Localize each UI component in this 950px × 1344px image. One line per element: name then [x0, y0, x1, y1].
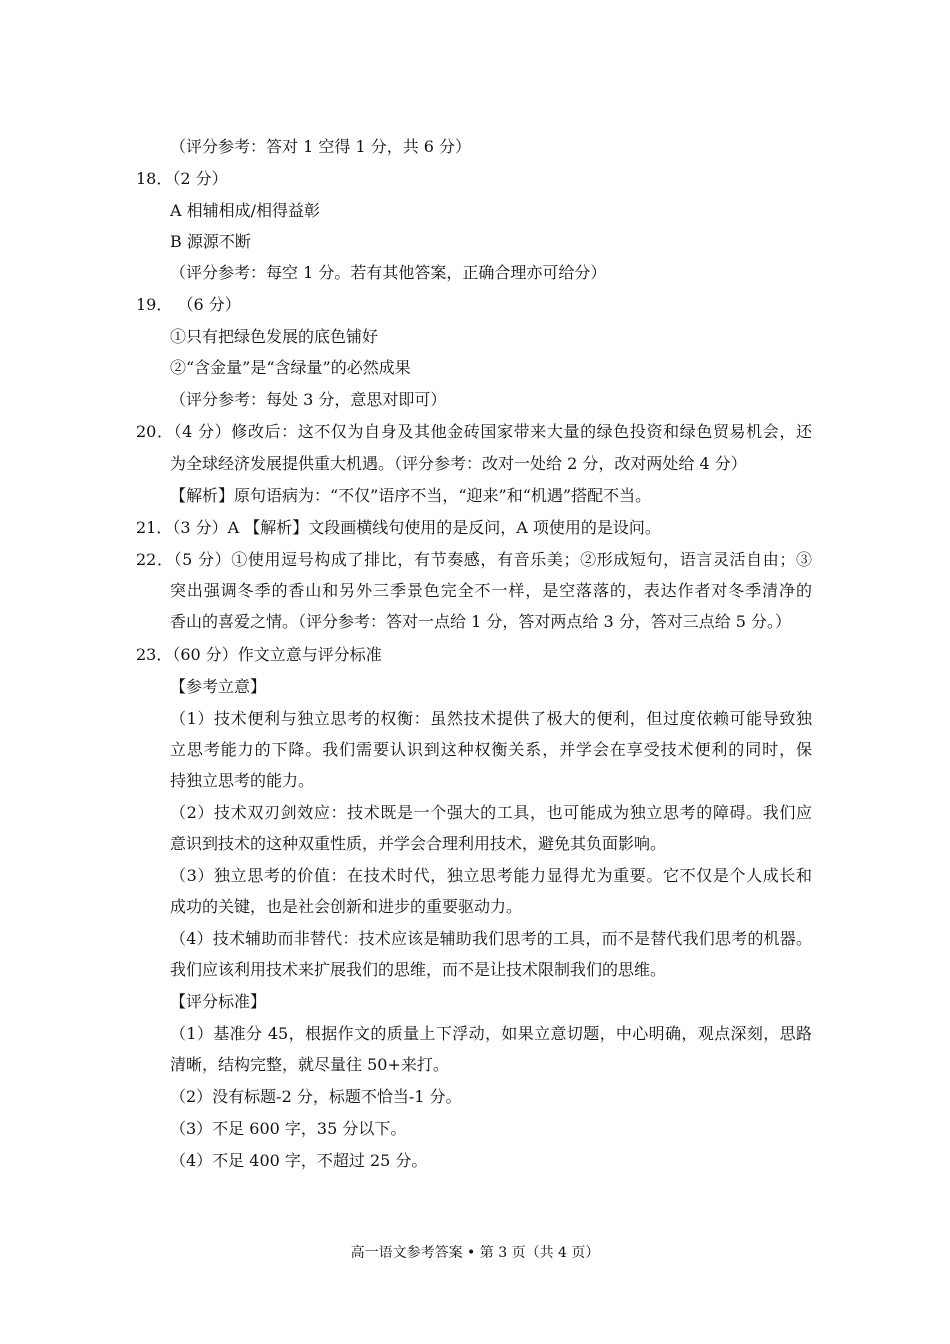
standard-2: （2）没有标题-2 分，标题不恰当-1 分。	[170, 1087, 462, 1106]
answer-18b: B 源源不断	[170, 232, 251, 251]
answer-18a: A 相辅相成/相得益彰	[170, 201, 321, 220]
answer-19-1: ①只有把绿色发展的底色铺好	[170, 327, 379, 346]
standard-3: （3）不足 600 字，35 分以下。	[170, 1119, 407, 1138]
idea-4-line1: （4）技术辅助而非替代：技术应该是辅助我们思考的工具，而不是替代我们思考的机器。	[170, 929, 812, 948]
question-22-line2: 突出强调冬季的香山和另外三季景色完全不一样，是空落落的，表达作者对冬季清净的	[170, 581, 812, 600]
idea-4-line2: 我们应该利用技术来扩展我们的思维，而不是让技术限制我们的思维。	[170, 960, 667, 979]
question-23-heading: 23．（60 分）作文立意与评分标准	[136, 645, 382, 664]
page-footer: 高一语文参考答案 • 第 3 页（共 4 页）	[350, 1245, 600, 1261]
standard-4: （4）不足 400 字，不超过 25 分。	[170, 1151, 428, 1170]
analysis-20: 【解析】原句语病为：“不仅”语序不当，“迎来”和“机遇”搭配不当。	[170, 486, 652, 505]
answer-19-2: ②“含金量”是“含绿量”的必然成果	[170, 358, 411, 377]
scoring-note-19: （评分参考：每处 3 分，意思对即可）	[170, 390, 447, 409]
standard-1-line1: （1）基准分 45，根据作文的质量上下浮动，如果立意切题，中心明确，观点深刻，思路	[170, 1024, 812, 1043]
question-20-line1: 20．（4 分）修改后：这不仅为自身及其他金砖国家带来大量的绿色投资和绿色贸易机会，还	[136, 422, 812, 441]
question-22-line3: 香山的喜爱之情。（评分参考：答对一点给 1 分，答对两点给 3 分，答对三点给 5 分。）	[170, 612, 792, 631]
section-reference-idea: 【参考立意】	[170, 677, 267, 696]
scoring-note-17: （评分参考：答对 1 空得 1 分，共 6 分）	[170, 137, 472, 156]
idea-2-line2: 意识到技术的这种双重性质，并学会合理利用技术，避免其负面影响。	[170, 834, 667, 853]
section-scoring-standard: 【评分标准】	[170, 992, 267, 1011]
idea-3-line2: 成功的关键，也是社会创新和进步的重要驱动力。	[170, 897, 523, 916]
question-22-line1: 22．（5 分）①使用逗号构成了排比，有节奏感，有音乐美；②形成短句，语言灵活自由；③	[136, 550, 812, 569]
idea-2-line1: （2）技术双刃剑效应：技术既是一个强大的工具，也可能成为独立思考的障碍。我们应	[170, 803, 812, 822]
idea-3-line1: （3）独立思考的价值：在技术时代，独立思考能力显得尤为重要。它不仅是个人成长和	[170, 866, 812, 885]
question-20-line2: 为全球经济发展提供重大机遇。（评分参考：改对一处给 2 分，改对两处给 4 分）	[170, 454, 747, 473]
idea-1-line1: （1）技术便利与独立思考的权衡：虽然技术提供了极大的便利，但过度依赖可能导致独	[170, 709, 812, 728]
question-19-heading: 19． （6 分）	[136, 295, 241, 314]
idea-1-line3: 持独立思考的能力。	[170, 771, 315, 790]
standard-1-line2: 清晰，结构完整，就尽量往 50+来打。	[170, 1055, 449, 1074]
idea-1-line2: 立思考能力的下降。我们需要认识到这种权衡关系，并学会在享受技术便利的同时，保	[170, 740, 812, 759]
scoring-note-18: （评分参考：每空 1 分。若有其他答案，正确合理亦可给分）	[170, 263, 607, 282]
question-21: 21．（3 分）A 【解析】文段画横线句使用的是反问，A 项使用的是设问。	[136, 518, 661, 537]
question-18-heading: 18．（2 分）	[136, 169, 228, 188]
